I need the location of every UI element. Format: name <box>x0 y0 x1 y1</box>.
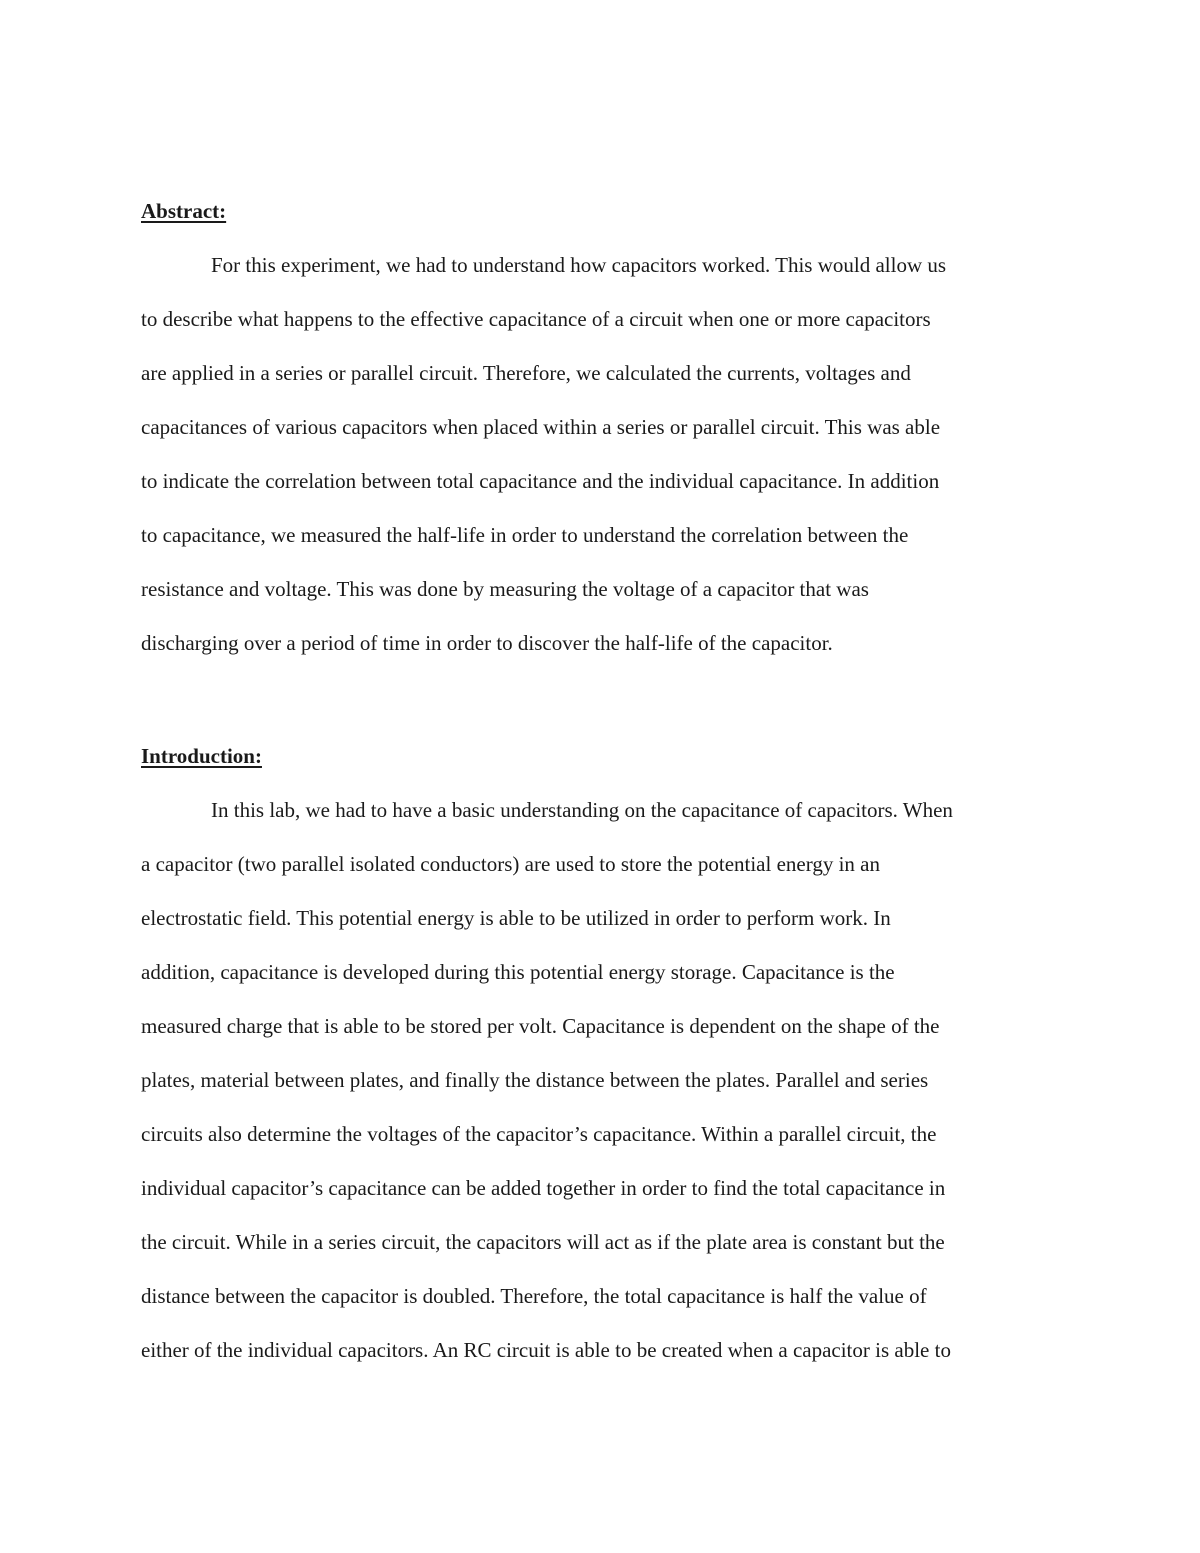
introduction-line-7: circuits also determine the voltages of the capacitor’s capacitance. Within a parallel circuit, the <box>141 1122 937 1146</box>
introduction-line-4: addition, capacitance is developed during this potential energy storage. Capacitance is the <box>141 960 895 984</box>
abstract-line-2: to describe what happens to the effective capacitance of a circuit when one or more capacitors <box>141 307 931 331</box>
abstract-line-4: capacitances of various capacitors when placed within a series or parallel circuit. This was able <box>141 415 941 439</box>
abstract-line-8: discharging over a period of time in order to discover the half-life of the capacitor. <box>141 631 833 655</box>
introduction-line-9: the circuit. While in a series circuit, the capacitors will act as if the plate area is constant but the <box>141 1230 945 1254</box>
abstract-line-7: resistance and voltage. This was done by measuring the voltage of a capacitor that was <box>141 577 869 601</box>
abstract-heading: Abstract: <box>141 199 227 223</box>
introduction-line-5: measured charge that is able to be stored per volt. Capacitance is dependent on the shape of the <box>141 1014 940 1038</box>
abstract-line-3: are applied in a series or parallel circuit. Therefore, we calculated the currents, voltages and <box>141 361 911 385</box>
introduction-line-10: distance between the capacitor is doubled. Therefore, the total capacitance is half the value of <box>141 1284 927 1308</box>
introduction-line-2: a capacitor (two parallel isolated conductors) are used to store the potential energy in an <box>141 852 880 876</box>
introduction-line-8: individual capacitor’s capacitance can be added together in order to find the total capacitance in <box>141 1176 946 1200</box>
abstract-line-5: to indicate the correlation between total capacitance and the individual capacitance. In addition <box>141 469 940 493</box>
introduction-line-1: In this lab, we had to have a basic understanding on the capacitance of capacitors. When <box>211 798 953 822</box>
abstract-line-1: For this experiment, we had to understand how capacitors worked. This would allow us <box>211 253 947 277</box>
introduction-line-11: either of the individual capacitors. An RC circuit is able to be created when a capacitor is able to <box>141 1338 951 1362</box>
introduction-line-6: plates, material between plates, and finally the distance between the plates. Parallel and series <box>141 1068 929 1092</box>
abstract-line-6: to capacitance, we measured the half-life in order to understand the correlation between the <box>141 523 909 547</box>
introduction-line-3: electrostatic field. This potential energy is able to be utilized in order to perform work. In <box>141 906 891 930</box>
introduction-heading: Introduction: <box>141 744 262 768</box>
